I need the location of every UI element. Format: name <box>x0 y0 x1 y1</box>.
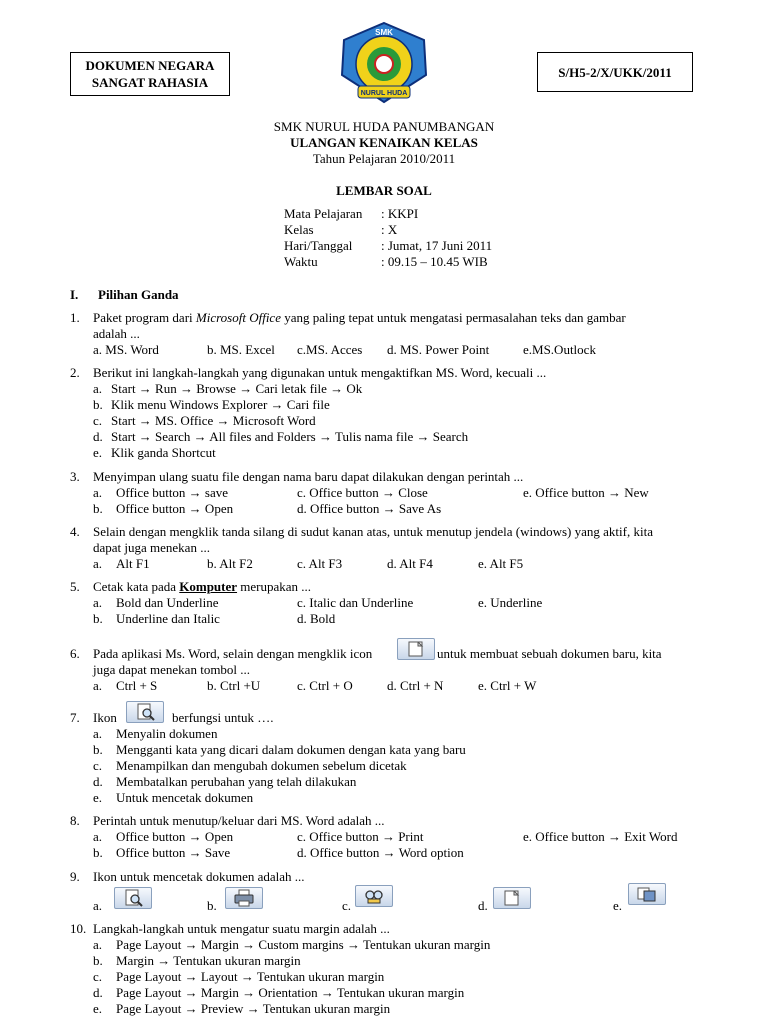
question-9-option-e: e. <box>613 898 623 913</box>
question-2-option-d: Start → Search → All files and Folders → Tulis nama file → Search <box>111 429 469 444</box>
question-6-option-a-letter: a. <box>93 678 103 693</box>
question-1-option-a: a. MS. Word <box>93 342 159 357</box>
document-code: S/H5-2/X/UKK/2011 <box>558 64 672 80</box>
question-1-option-e: e.MS.Outlock <box>523 342 596 357</box>
question-6-text-line-2: juga dapat menekan tombol ... <box>93 662 251 677</box>
question-3-option-c: c. Office button → Close <box>297 485 428 500</box>
question-9-number: 9. <box>70 869 80 884</box>
question-7-option-e-letter: e. <box>93 790 103 805</box>
academic-year: Tahun Pelajaran 2010/2011 <box>312 151 456 166</box>
question-3-option-b-letter: b. <box>93 501 103 516</box>
question-4-number: 4. <box>70 524 80 539</box>
question-4-text: Selain dengan mengklik tanda silang di sudut kanan atas, untuk menutup jendela (windows) yang aktif, kita <box>93 524 653 539</box>
sheet-title: LEMBAR SOAL <box>336 183 432 198</box>
question-3-number: 3. <box>70 469 80 484</box>
svg-text:NURUL HUDA: NURUL HUDA <box>360 90 408 97</box>
info-label-class: Kelas <box>284 222 314 237</box>
section-title: Pilihan Ganda <box>98 287 179 302</box>
find-replace-icon <box>355 885 393 907</box>
classification-box <box>70 52 230 96</box>
question-8-text: Perintah untuk menutup/keluar dari MS. Word adalah ... <box>93 813 385 828</box>
question-7-option-c-letter: c. <box>93 758 103 773</box>
question-6-option-b: b. Ctrl +U <box>207 678 261 693</box>
question-3-option-a: Office button → save <box>116 485 229 500</box>
question-8-option-b-letter: b. <box>93 845 103 860</box>
school-logo <box>338 20 430 106</box>
question-2-option-c: Start → MS. Office → Microsoft Word <box>111 413 316 428</box>
question-2-text: Berikut ini langkah-langkah yang digunakan untuk mengaktifkan MS. Word, kecuali ... <box>93 365 547 380</box>
copy-icon <box>628 883 666 905</box>
info-label-date: Hari/Tanggal <box>284 238 353 253</box>
question-2-option-b-letter: b. <box>93 397 103 412</box>
question-10-option-e-letter: e. <box>93 1001 103 1016</box>
info-value-time: : 09.15 – 10.45 WIB <box>381 254 488 269</box>
question-4-option-b: b. Alt F2 <box>207 556 253 571</box>
question-5-option-b: Underline dan Italic <box>116 611 220 626</box>
question-7-option-a: Menyalin dokumen <box>116 726 218 741</box>
print-preview-icon <box>126 701 164 723</box>
school-name: SMK NURUL HUDA PANUMBANGAN <box>273 119 495 134</box>
print-preview-icon <box>114 887 152 909</box>
question-8-option-b: Office button → Save <box>116 845 231 860</box>
question-7-option-e: Untuk mencetak dokumen <box>116 790 254 805</box>
question-8-option-a: Office button → Open <box>116 829 234 844</box>
question-7-option-d-letter: d. <box>93 774 103 789</box>
classification-line-1: DOKUMEN NEGARA <box>85 58 215 73</box>
question-9-option-b: b. <box>207 898 217 913</box>
question-1-option-b: b. MS. Excel <box>207 342 275 357</box>
question-9-option-d: d. <box>478 898 488 913</box>
question-3-option-a-letter: a. <box>93 485 103 500</box>
question-4-option-a-letter: a. <box>93 556 103 571</box>
svg-text:SMK: SMK <box>375 28 393 37</box>
question-4-option-e: e. Alt F5 <box>478 556 524 571</box>
exam-title: ULANGAN KENAIKAN KELAS <box>290 135 478 150</box>
document-code-box <box>537 52 693 92</box>
question-10-text: Langkah-langkah untuk mengatur suatu margin adalah ... <box>93 921 390 936</box>
question-2-option-b: Klik menu Windows Explorer → Cari file <box>111 397 330 412</box>
question-7-text-after-icon: berfungsi untuk …. <box>172 710 274 725</box>
question-1-option-d: d. MS. Power Point <box>387 342 490 357</box>
question-1-text: Paket program dari Microsoft Office yang paling tepat untuk mengatasi permasalahan teks dan gambar <box>93 310 626 325</box>
question-7-option-a-letter: a. <box>93 726 103 741</box>
question-2-option-d-letter: d. <box>93 429 103 444</box>
question-7-number: 7. <box>70 710 80 725</box>
question-3-option-d: d. Office button → Save As <box>297 501 442 516</box>
question-1-text-line-2: adalah ... <box>93 326 140 341</box>
question-6-option-a: Ctrl + S <box>116 678 158 693</box>
question-7-option-b-letter: b. <box>93 742 103 757</box>
question-10-option-c: Page Layout → Layout → Tentukan ukuran margin <box>116 969 385 984</box>
question-10-option-d-letter: d. <box>93 985 103 1000</box>
question-10-option-e: Page Layout → Preview → Tentukan ukuran margin <box>116 1001 391 1016</box>
question-5-option-a-letter: a. <box>93 595 103 610</box>
question-5-option-d: d. Bold <box>297 611 336 626</box>
question-6-option-c: c. Ctrl + O <box>297 678 353 693</box>
question-8-number: 8. <box>70 813 80 828</box>
question-2-option-e-letter: e. <box>93 445 103 460</box>
question-6-option-d: d. Ctrl + N <box>387 678 444 693</box>
section-number: I. <box>70 287 79 302</box>
question-5-option-a: Bold dan Underline <box>116 595 219 610</box>
info-label-time: Waktu <box>284 254 318 269</box>
question-4-option-c: c. Alt F3 <box>297 556 343 571</box>
question-10-option-d: Page Layout → Margin → Orientation → Tentukan ukuran margin <box>116 985 465 1000</box>
question-10-option-b: Margin → Tentukan ukuran margin <box>116 953 301 968</box>
classification-line-2: SANGAT RAHASIA <box>91 75 209 90</box>
question-8-option-e: e. Office button → Exit Word <box>523 829 678 844</box>
question-7-option-b: Mengganti kata yang dicari dalam dokumen dengan kata yang baru <box>116 742 466 757</box>
question-10-number: 10. <box>70 921 87 936</box>
question-5-option-c: c. Italic dan Underline <box>297 595 414 610</box>
question-6-number: 6. <box>70 646 80 661</box>
question-7-option-c: Menampilkan dan mengubah dokumen sebelum dicetak <box>116 758 407 773</box>
question-2-number: 2. <box>70 365 80 380</box>
question-2-option-a: Start → Run → Browse → Cari letak file → Ok <box>111 381 363 396</box>
question-5-option-e: e. Underline <box>478 595 543 610</box>
question-6-text: Pada aplikasi Ms. Word, selain dengan mengklik icon <box>93 646 373 661</box>
question-2-option-a-letter: a. <box>93 381 103 396</box>
question-6-text-after-icon: untuk membuat sebuah dokumen baru, kita <box>437 646 662 661</box>
question-10-option-b-letter: b. <box>93 953 103 968</box>
question-7-option-d: Membatalkan perubahan yang telah dilakukan <box>116 774 357 789</box>
question-5-number: 5. <box>70 579 80 594</box>
question-3-text: Menyimpan ulang suatu file dengan nama baru dapat dilakukan dengan perintah ... <box>93 469 524 484</box>
question-3-option-e: e. Office button → New <box>523 485 649 500</box>
question-2-option-c-letter: c. <box>93 413 103 428</box>
info-value-class: : X <box>381 222 398 237</box>
question-9-option-a: a. <box>93 898 103 913</box>
new-document-icon <box>493 887 531 909</box>
question-9-option-c: c. <box>342 898 352 913</box>
info-value-subject: : KKPI <box>381 206 419 221</box>
question-3-option-b: Office button → Open <box>116 501 234 516</box>
info-value-date: : Jumat, 17 Juni 2011 <box>381 238 493 253</box>
question-8-option-c: c. Office button → Print <box>297 829 424 844</box>
question-6-option-e: e. Ctrl + W <box>478 678 537 693</box>
question-4-text-line-2: dapat juga menekan ... <box>93 540 210 555</box>
question-2-option-e: Klik ganda Shortcut <box>111 445 216 460</box>
question-10-option-a: Page Layout → Margin → Custom margins → Tentukan ukuran margin <box>116 937 491 952</box>
question-8-option-d: d. Office button → Word option <box>297 845 464 860</box>
question-8-option-a-letter: a. <box>93 829 103 844</box>
info-label-subject: Mata Pelajaran <box>284 206 363 221</box>
question-1-option-c: c.MS. Acces <box>297 342 363 357</box>
question-5-text: Cetak kata pada Komputer merupakan ... <box>93 579 312 594</box>
question-7-text: Ikon <box>93 710 117 725</box>
question-10-option-a-letter: a. <box>93 937 103 952</box>
new-document-icon <box>397 638 435 660</box>
question-1-number: 1. <box>70 310 80 325</box>
printer-icon <box>225 887 263 909</box>
question-5-option-b-letter: b. <box>93 611 103 626</box>
question-4-option-a: Alt F1 <box>116 556 150 571</box>
question-9-text: Ikon untuk mencetak dokumen adalah ... <box>93 869 305 884</box>
question-10-option-c-letter: c. <box>93 969 103 984</box>
question-4-option-d: d. Alt F4 <box>387 556 433 571</box>
